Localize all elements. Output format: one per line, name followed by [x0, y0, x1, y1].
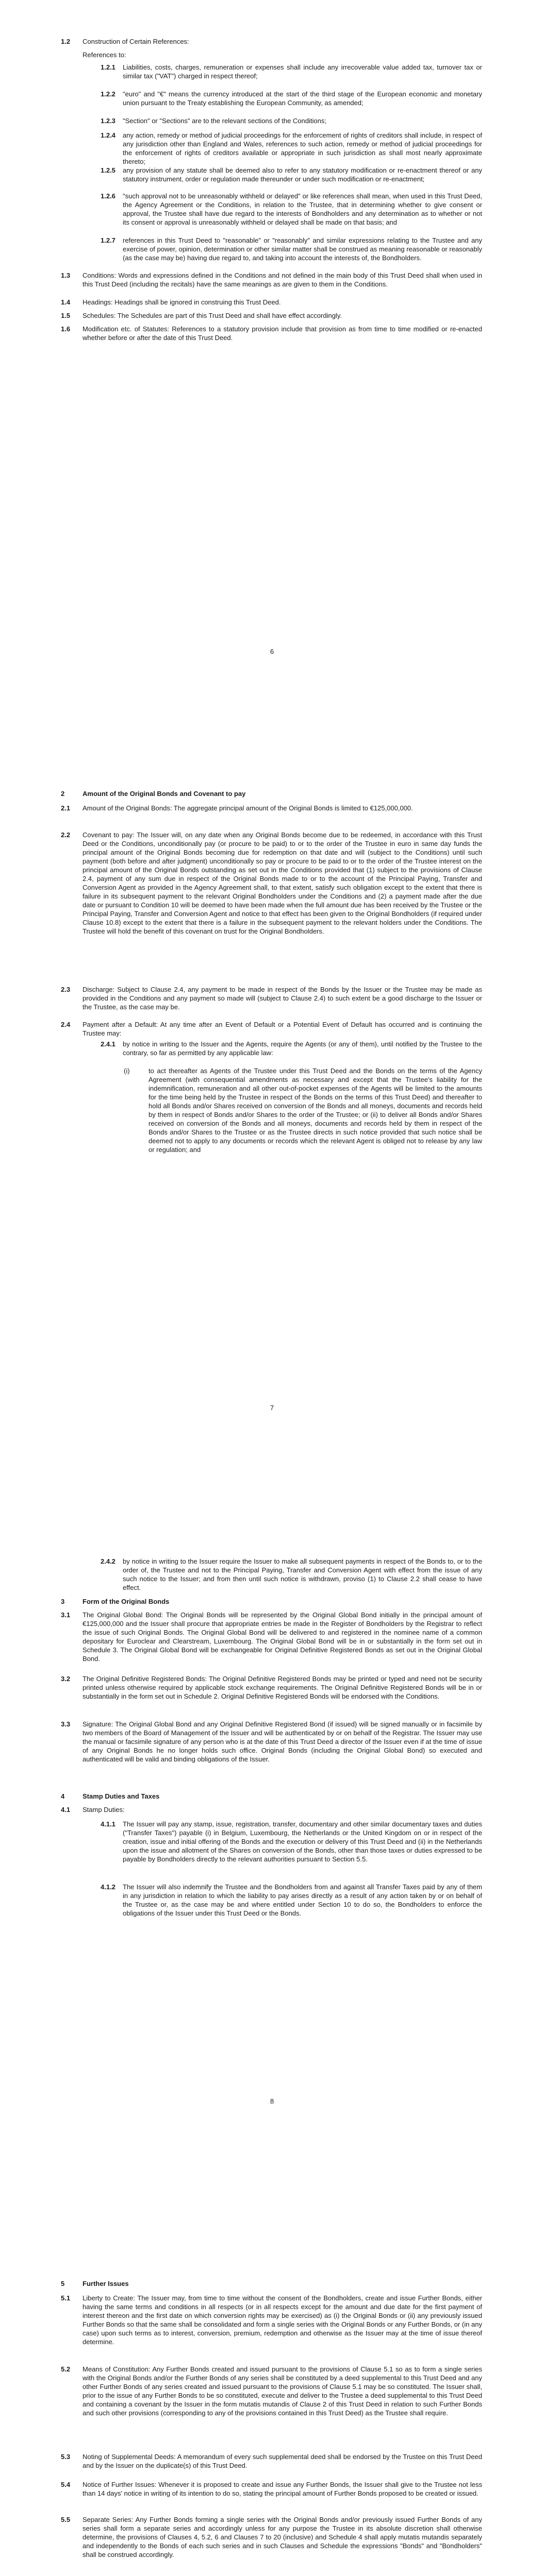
clause-number: 1.2.3 — [101, 117, 116, 125]
clause-1-2-2 — [0, 90, 544, 107]
clause-number: (i) — [124, 1067, 130, 1075]
clause-2-4-1 — [0, 1040, 544, 1057]
section-text: The Original Definitive Registered Bonds: The Original Definitive Registered Bonds may be printed or typed and need not be security printed unless otherwise required by applicable stock exchange requirements. The Original Definitive Registered Bonds will be in or substantially in the form set out in Schedule 2. Original Definitive Registered Bonds will be endorsed with the Conditions. — [83, 1675, 482, 1700]
section-text: Covenant to pay: The Issuer will, on any date when any Original Bonds become due to be redeemed, in accordance with this Trust Deed or the Conditions, unconditionally pay (or procure to be paid) to or to the order of the Trustee in euro in same day funds the principal amount of the Original Bonds becoming due for redemption on that date and will (subject to the Conditions) until such payment (both before and after judgment) unconditionally so pay or procure to be paid to or to the order of the Trustee interest on the principal amount of the Original Bonds outstanding as set out in the Conditions provided that (1) subject to the provisions of Clause 2.4, payment of any sum due in respect of the Original Bonds made to or to the account of the Principal Paying, Transfer and Conversion Agent as provided in the Agency Agreement shall, to that extent, satisfy such obligation except to the extent that there is failure in its subsequent payment to the relevant Original Bondholders under the Conditions and (2) a payment made after the due date or pursuant to Condition 10 will be deemed to have been made when the full amount due has been received by the Trustee or the Principal Paying, Transfer and Conversion Agent and notice to that effect has been given to the Original Bondholders (if required under Clause 10.8) except to the extent that there is a failure in the subsequent payment to the relevant holders under the Conditions. The Trustee will hold the benefit of this covenant on trust for the Original Bondholders. — [83, 831, 482, 935]
clause-text: The Issuer will also indemnify the Trustee and the Bondholders from and against all Transfer Taxes paid by any of them in any jurisdiction in relation to which the liability to pay arises directly as a result of any action taken by or on behalf of the Trustee or, as the case may be and where entitled under Section 10 to do so, the Bondholders to enforce the obligations of the Issuer under this Trust Deed or the Bonds. — [123, 1883, 482, 1917]
heading-number: 3 — [61, 1598, 65, 1605]
clause-1-2-5 — [0, 166, 544, 183]
section-number: 5.3 — [61, 2453, 71, 2461]
section-text: Means of Constitution: Any Further Bonds created and issued pursuant to the provisions of Clause 5.1 so as to form a single series with the Original Bonds and/or the Further Bonds of any series shall be constituted by a deed supplemental to this Trust Deed and any other Further Bonds of any series created and issued pursuant to the provisions of Clause 5.1 may be so constituted. The Issuer shall, prior to the issue of any Further Bonds to be so constituted, execute and deliver to the Trustee a deed supplemental to this Trust Deed and containing a covenant by the Issuer in the form mutatis mutandis of Clause 2 of this Trust Deed in relation to such Further Bonds and such other provisions (corresponding to any of the provisions contained in this Trust Deed) as the Trustee shall require. — [83, 2365, 482, 2417]
clause-1-2-3 — [0, 116, 544, 125]
section-text: Stamp Duties: — [83, 1806, 125, 1814]
clause-number: 4.1.1 — [101, 1820, 116, 1828]
section-number: 5.4 — [61, 2481, 71, 2488]
section-1-6 — [0, 325, 544, 342]
section-1-4 — [0, 298, 544, 307]
section-5-3 — [0, 2452, 544, 2470]
section-number: 5.5 — [61, 2516, 71, 2523]
page-number: 8 — [270, 2097, 274, 2105]
clause-text: "Section" or "Sections" are to the relevant sections of the Conditions; — [123, 117, 326, 125]
section-text: Headings: Headings shall be ignored in construing this Trust Deed. — [83, 298, 281, 306]
section-intro: References to: — [83, 51, 126, 59]
clause-number: 1.2.2 — [101, 90, 116, 98]
section-number: 5.1 — [61, 2294, 71, 2302]
section-5-4 — [0, 2480, 544, 2498]
section-number: 1.6 — [61, 325, 71, 333]
clause-text: "such approval not to be unreasonably withheld or delayed" or like references shall mean, when used in this Trust Deed, the Agency Agreement or the Conditions, in relation to the Trustee, that in determining whether to give consent or approval, the Trustee shall have due regard to the interests of Bondholders and any determination as to whether or not its consent or approval is unreasonably withheld or delayed shall be made on that basis; and — [123, 192, 482, 226]
clause-1-2-1 — [0, 63, 544, 80]
clause-number: 1.2.7 — [101, 236, 116, 244]
section-2-4 — [0, 1020, 544, 1038]
heading-number: 5 — [61, 2280, 65, 2287]
section-number: 5.2 — [61, 2365, 71, 2373]
clause-4-1-2 — [0, 1883, 544, 1918]
clause-1-2-4 — [0, 131, 544, 166]
section-number: 2.1 — [61, 804, 71, 812]
heading-3 — [0, 1597, 544, 1606]
section-text: Payment after a Default: At any time after an Event of Default or a Potential Event of Default has occurred and is continuing the Trustee may: — [83, 1021, 482, 1037]
clause-text: Liabilities, costs, charges, remuneration or expenses shall include any irrecoverable value added tax, turnover tax or similar tax ("VAT") charged in respect thereof; — [123, 63, 482, 80]
section-number: 2.3 — [61, 986, 71, 993]
page-number: 7 — [270, 1404, 274, 1412]
section-number: 1.2 — [61, 38, 71, 45]
section-text: Noting of Supplemental Deeds: A memorandum of every such supplemental deed shall be endorsed by the Trustee on this Trust Deed and by the Issuer on the duplicate(s) of this Trust Deed. — [83, 2453, 482, 2469]
section-number: 1.3 — [61, 272, 71, 279]
heading-title: Amount of the Original Bonds and Covenant to pay — [83, 790, 246, 798]
section-text: Liberty to Create: The Issuer may, from time to time without the consent of the Bondholders, create and issue Further Bonds, either having the same terms and conditions in all respects (or in all respects except for the amount and due date for the first payment of interest thereon and the first date on which conversion rights may be exercised) as (i) the Original Bonds or (ii) any previously issued Further Bonds so that the same shall be consolidated and form a single series with the Original Bonds or any Further Bonds, or (in any case) upon such terms as to interest, conversion, premium, redemption and otherwise as the Issuer may at the time of issue thereof determine. — [83, 2294, 482, 2346]
heading-number: 2 — [61, 790, 65, 798]
section-3-1 — [0, 1611, 544, 1663]
section-2-2 — [0, 831, 544, 936]
section-4-1 — [0, 1805, 544, 1814]
section-number: 1.4 — [61, 298, 71, 306]
section-5-1 — [0, 2294, 544, 2346]
section-text: Signature: The Original Global Bond and any Original Definitive Registered Bond (if issued) will be signed manually or in facsimile by two members of the Board of Management of the Issuer and will be authenticated by or on behalf of the Registrar. The Issuer may use the manual or facsimile signature of any person who is at the date of this Trust Deed a director of the Issuer even if at the time of issue of any Original Bonds he no longer holds such office. Original Bonds (including the Original Global Bond) so executed and authenticated will be valid and binding obligations of the Issuer. — [83, 1720, 482, 1763]
clause-1-2-6 — [0, 192, 544, 227]
clause-text: to act thereafter as Agents of the Trustee under this Trust Deed and the Bonds on the terms of the Agency Agreement (with consequential amendments as necessary and except that the Trustee's liability for the indemnification, remuneration and all other out-of-pocket expenses of the Agents will be limited to the amounts for the time being held by the Trustee in respect of the Bonds on the terms of this Trust Deed) and thereafter to hold all Bonds and/or Shares received on conversion of the Bonds and all moneys, documents and records held by them in respect of Bonds and/or Shares to the order of the Trustee; or (ii) to deliver all Bonds and/or Shares received on conversion of the Bonds and all moneys, documents and records held by them in respect of the Bonds and/or Shares to the Trustee or as the Trustee directs in such notice provided that such notice shall be deemed not to apply to any documents or records which the relevant Agent is obliged not to release by any law or regulation; and — [149, 1067, 482, 1154]
section-5-5 — [0, 2515, 544, 2559]
heading-number: 4 — [61, 1792, 65, 1800]
clause-number: 2.4.2 — [101, 1557, 116, 1565]
clause-text: by notice in writing to the Issuer require the Issuer to make all subsequent payments in respect of the Bonds to, or to the order of, the Trustee and not to the Principal Paying, Transfer and Conversion Agent with effect from the issue of any such notice to the Issuer; and from then until such notice is withdrawn, proviso (1) to Clause 2.2 shall cease to have effect. — [123, 1557, 482, 1591]
section-text: Modification etc. of Statutes: References to a statutory provision include that provision as from time to time modified or re-enacted whether before or after the date of this Trust Deed. — [83, 325, 482, 342]
section-3-2 — [0, 1674, 544, 1701]
heading-title: Form of the Original Bonds — [83, 1598, 170, 1605]
section-text: Conditions: Words and expressions defined in the Conditions and not defined in the main body of this Trust Deed shall when used in this Trust Deed (including the recitals) have the same meanings as are given to them in the Conditions. — [83, 272, 482, 288]
clause-text: references in this Trust Deed to "reasonable" or "reasonably" and similar expressions relating to the Trustee and any exercise of power, opinion, determination or other similar matter shall be construed as meaning reasonable or reasonably (as the case may be) having due regard to, and taking into account the interests of, the Bondholders. — [123, 236, 482, 262]
heading-4 — [0, 1792, 544, 1801]
heading-title: Stamp Duties and Taxes — [83, 1792, 160, 1800]
section-5-2 — [0, 2365, 544, 2417]
section-text: Amount of the Original Bonds: The aggregate principal amount of the Original Bonds is limited to €125,000,000. — [83, 804, 413, 812]
section-3-3 — [0, 1720, 544, 1764]
clause-text: "euro" and "€" means the currency introduced at the start of the third stage of the European economic and monetary union pursuant to the Treaty establishing the European Community, as amended; — [123, 90, 482, 107]
heading-title: Further Issues — [83, 2280, 129, 2287]
section-number: 3.3 — [61, 1720, 71, 1728]
section-text: The Original Global Bond: The Original Bonds will be represented by the Original Global Bond initially in the principal amount of €125,000,000 and the Issuer shall procure that appropriate entries be made in the Register of Bondholders by the Registrar to reflect the issue of such Original Bonds. The Original Global Bond will be delivered to and registered in the nominee name of a common depositary for Euroclear and Clearstream, Luxembourg. The Original Global Bond will be in or substantially in the form set out in Schedule 3. The Original Global Bond will be exchangeable for Original Definitive Registered Bonds as set out in the Original Global Bond. — [83, 1611, 482, 1663]
section-1-5 — [0, 311, 544, 320]
clause-4-1-1 — [0, 1820, 544, 1863]
section-number: 2.2 — [61, 831, 71, 839]
section-2-1 — [0, 804, 544, 812]
section-text: Discharge: Subject to Clause 2.4, any payment to be made in respect of the Bonds by the Issuer or the Trustee may be made as provided in the Conditions and any payment so made will (subject to Clause 2.4) to such extent be a good discharge to the Issuer or the Trustee, as the case may be. — [83, 986, 482, 1011]
section-1-3 — [0, 271, 544, 289]
clause-text: any action, remedy or method of judicial proceedings for the enforcement of rights of creditors shall include, in respect of any jurisdiction other than England and Wales, references to such action, remedy or method of judicial proceedings for the enforcement of rights of creditors available or appropriate in such jurisdiction as shall most nearly approximate thereto; — [123, 131, 482, 165]
section-text: Schedules: The Schedules are part of this Trust Deed and shall have effect accordingly. — [83, 312, 342, 319]
page-number: 6 — [270, 648, 274, 655]
section-number: 1.5 — [61, 312, 71, 319]
section-1-2-heading — [0, 37, 544, 46]
section-number: 4.1 — [61, 1806, 71, 1814]
clause-number: 1.2.4 — [101, 131, 116, 139]
section-number: 3.2 — [61, 1675, 71, 1683]
clause-number: 1.2.6 — [101, 192, 116, 200]
heading-5 — [0, 2279, 544, 2288]
section-number: 3.1 — [61, 1611, 71, 1619]
heading-2 — [0, 789, 544, 798]
section-text: Separate Series: Any Further Bonds forming a single series with the Original Bonds and/or previously issued Further Bonds of any series shall form a separate series and accordingly unless for any purpose the Trustee in its absolute discretion shall otherwise determine, the provisions of Clauses 4, 5.2, 6 and Clauses 7 to 20 (inclusive) and Schedule 4 shall apply mutatis mutandis separately and independently to the Bonds of each such series and in such Clauses and Schedule the expressions "Bonds" and "Bondholders" shall be construed accordingly. — [83, 2516, 482, 2558]
clause-number: 4.1.2 — [101, 1883, 116, 1891]
clause-2-4-1-i — [0, 1066, 544, 1154]
clause-text: any provision of any statute shall be deemed also to refer to any statutory modification or re-enactment thereof or any statutory instrument, order or regulation made thereunder or under such modification or re-enactment; — [123, 166, 482, 183]
clause-number: 1.2.1 — [101, 63, 116, 71]
clause-2-4-2 — [0, 1557, 544, 1592]
clause-number: 1.2.5 — [101, 166, 116, 174]
clause-text: The Issuer will pay any stamp, issue, registration, transfer, documentary and other similar documentary taxes and duties ("Transfer Taxes") payable (i) in Belgium, Luxembourg, the Netherlands or the United Kingdom on or in respect of the creation, issue and initial offering of the Bonds and the execution or delivery of this Trust Deed and (ii) in the Netherlands upon the issue and allotment of the Shares on conversion of the Bonds, other than those taxes or duties expressed to be payable by Bondholders directly to the relevant authorities pursuant to Section 5.5. — [123, 1820, 482, 1863]
clause-number: 2.4.1 — [101, 1040, 116, 1048]
clause-text: by notice in writing to the Issuer and the Agents, require the Agents (or any of them), until notified by the Trustee to the contrary, so far as permitted by any applicable law: — [123, 1040, 482, 1057]
clause-1-2-7 — [0, 236, 544, 262]
section-title: Construction of Certain References: — [83, 38, 189, 45]
section-number: 2.4 — [61, 1021, 71, 1028]
section-text: Notice of Further Issues: Whenever it is proposed to create and issue any Further Bonds, the Issuer shall give to the Trustee not less than 14 days' notice in writing of its intention to do so, stating the principal amount of Further Bonds proposed to be created or issued. — [83, 2481, 482, 2497]
section-2-3 — [0, 985, 544, 1011]
